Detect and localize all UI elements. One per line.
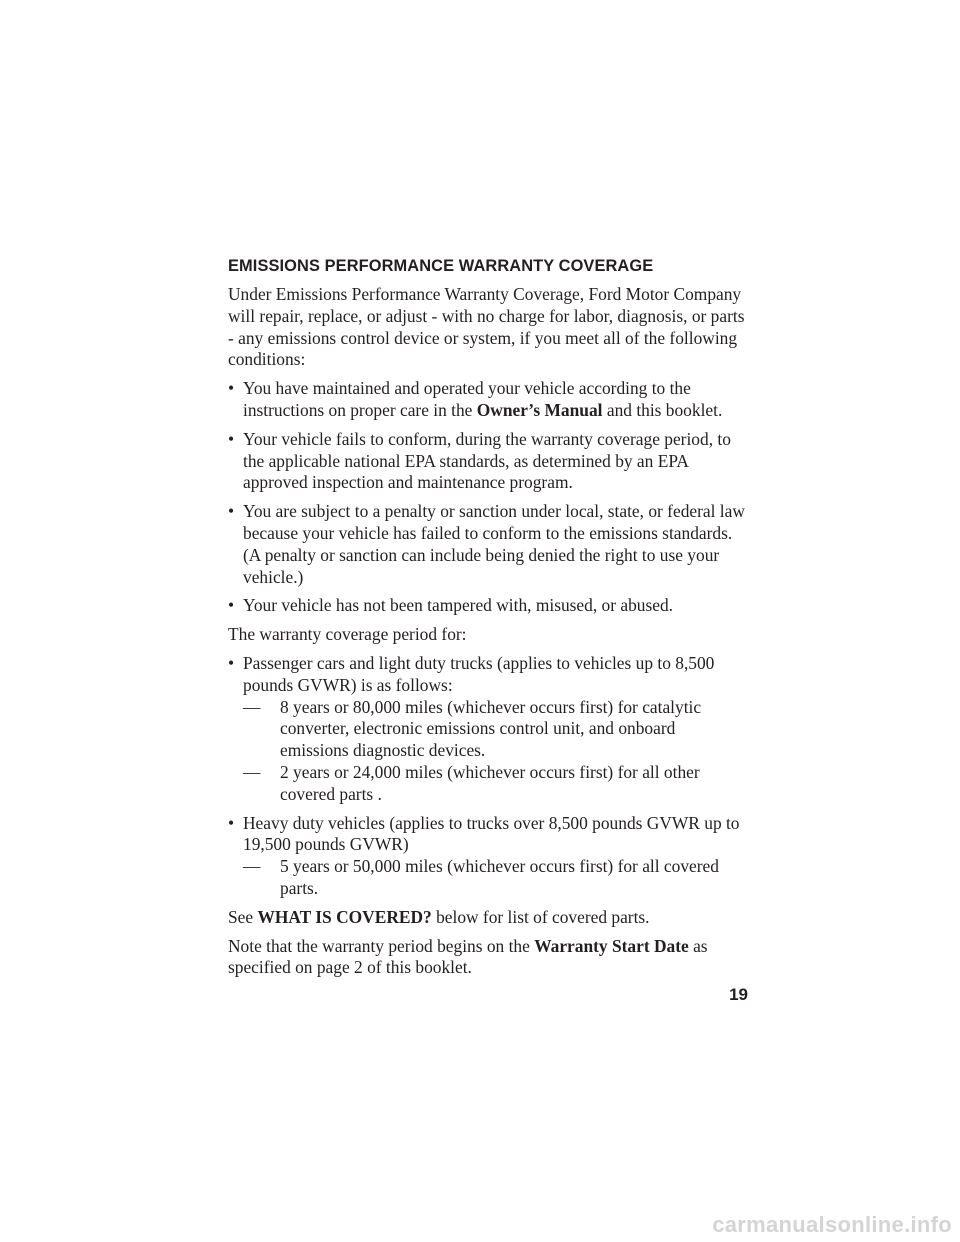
what-is-covered-reference: WHAT IS COVERED? [257,906,432,927]
dash-icon: — [243,856,261,877]
condition-text: You are subject to a penalty or sanction under local, state, or federal law because your vehicle has failed to conform to the emissions standards. (A penalty or sanction can include being denied the right to use your vehicle.) [243,501,745,587]
condition-text: Your vehicle has not been tampered with, misused, or abused. [243,595,674,616]
see-paragraph [228,907,748,929]
period-text: Heavy duty vehicles (applies to trucks over 8,500 pounds GVWR up to 19,500 pounds GVWR) [243,812,740,855]
bullet-icon: • [228,378,235,399]
condition-text: Your vehicle fails to conform, during the warranty coverage period, to the applicable national EPA standards, as determined by an EPA approved inspection and maintenance program. [243,428,731,493]
conditions-list [228,378,748,617]
list-item [228,378,748,422]
warranty-start-date-reference: Warranty Start Date [534,935,689,956]
sub-list-item [243,856,748,900]
list-item [228,595,748,617]
note-text: Note that the warranty period begins on the [228,935,535,956]
document-body [228,256,748,986]
period-intro: The warranty coverage period for: [228,624,467,645]
sub-list-item [243,697,748,762]
watermark: carmanualsonline.info [712,1212,952,1237]
sub-list [243,697,748,806]
list-item [228,653,748,806]
dash-icon: — [243,696,261,717]
intro-paragraph: Under Emissions Performance Warranty Coverage, Ford Motor Company will repair, replace, or adjust - with no charge for labor, diagnosis, or parts - any emissions control device or system, if you meet all of the following conditions: [228,284,745,370]
list-item [228,813,748,900]
sub-list [243,856,748,900]
period-text: Passenger cars and light duty trucks (applies to vehicles up to 8,500 pounds GVWR) is as follows: [243,652,715,695]
see-text-end: below for list of covered parts. [431,906,650,927]
see-text: See [228,906,258,927]
condition-text-end: and this booklet. [602,399,723,420]
sub-item-text: 8 years or 80,000 miles (whichever occurs first) for catalytic converter, electronic emissions control unit, and onboard emissions diagnostic devices. [280,696,702,761]
sub-item-text: 2 years or 24,000 miles (whichever occurs first) for all other covered parts . [280,761,700,804]
bullet-icon: • [228,595,235,616]
bullet-icon: • [228,428,235,449]
note-paragraph [228,936,748,980]
periods-list [228,653,748,900]
note-text-end: as specified on page 2 of this booklet. [228,935,708,978]
bullet-icon: • [228,501,235,522]
dash-icon: — [243,761,261,782]
owners-manual-reference: Owner’s Manual [476,399,603,420]
list-item [228,501,748,588]
sub-list-item [243,762,748,806]
condition-text: You have maintained and operated your vehicle according to the instructions on proper care in the [243,378,691,420]
bullet-icon: • [228,812,235,833]
section-heading: EMISSIONS PERFORMANCE WARRANTY COVERAGE [228,257,654,275]
sub-item-text: 5 years or 50,000 miles (whichever occurs first) for all covered parts. [280,856,719,898]
bullet-icon: • [228,652,235,673]
page-number: 19 [729,985,748,1004]
list-item [228,429,748,494]
